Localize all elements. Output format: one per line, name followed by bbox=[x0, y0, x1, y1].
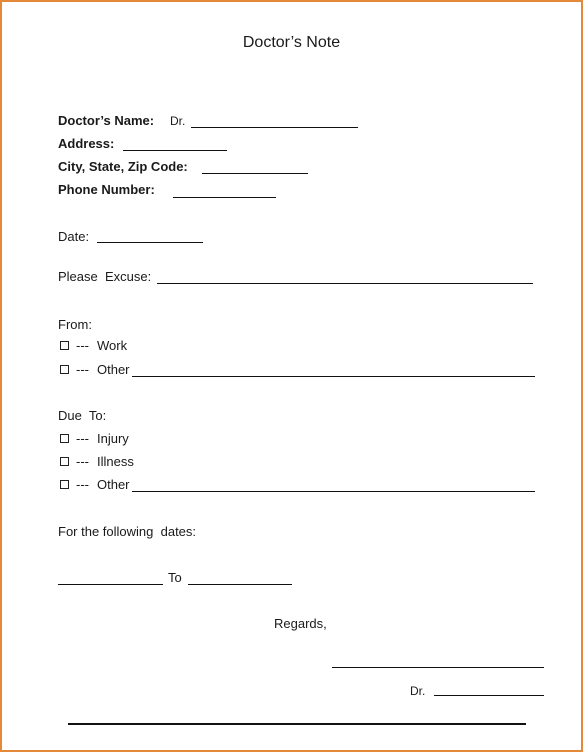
bottom-divider bbox=[68, 723, 526, 725]
city-state-zip-field[interactable] bbox=[202, 173, 308, 174]
end-date-field[interactable] bbox=[188, 584, 292, 585]
from-work-checkbox[interactable] bbox=[60, 341, 69, 350]
address-label: Address: bbox=[58, 136, 115, 151]
phone-number-label: Phone Number: bbox=[58, 182, 155, 197]
to-label: To bbox=[168, 570, 182, 585]
from-other-field[interactable] bbox=[132, 376, 535, 377]
from-other-label: Other bbox=[97, 362, 130, 377]
from-other-checkbox[interactable] bbox=[60, 365, 69, 374]
following-dates-label: For the following dates: bbox=[58, 524, 197, 539]
due-injury-dash: --- bbox=[76, 431, 89, 446]
due-illness-dash: --- bbox=[76, 454, 89, 469]
due-to-label: Due To: bbox=[58, 408, 107, 423]
date-label: Date: bbox=[58, 229, 90, 244]
due-illness-label: Illness bbox=[97, 454, 134, 469]
doctor-name-field[interactable] bbox=[191, 127, 358, 128]
due-injury-label: Injury bbox=[97, 431, 129, 446]
start-date-field[interactable] bbox=[58, 584, 163, 585]
signature-name-field[interactable] bbox=[434, 695, 544, 696]
excuse-field[interactable] bbox=[157, 283, 533, 284]
phone-number-field[interactable] bbox=[173, 197, 276, 198]
from-label: From: bbox=[58, 317, 92, 332]
due-other-dash: --- bbox=[76, 477, 89, 492]
from-work-label: Work bbox=[97, 338, 128, 353]
doctor-name-label: Doctor’s Name: bbox=[58, 113, 155, 128]
due-injury-checkbox[interactable] bbox=[60, 434, 69, 443]
excuse-label: Please Excuse: bbox=[58, 269, 152, 284]
from-work-dash: --- bbox=[76, 338, 89, 353]
doctor-name-prefix: Dr. bbox=[170, 114, 186, 128]
due-other-checkbox[interactable] bbox=[60, 480, 69, 489]
from-other-dash: --- bbox=[76, 362, 89, 377]
address-field[interactable] bbox=[123, 150, 227, 151]
due-illness-checkbox[interactable] bbox=[60, 457, 69, 466]
city-state-zip-label: City, State, Zip Code: bbox=[58, 159, 188, 174]
document-title: Doctor’s Note bbox=[242, 34, 341, 51]
regards-label: Regards, bbox=[274, 616, 327, 631]
signature-dr-prefix: Dr. bbox=[410, 684, 426, 698]
signature-line[interactable] bbox=[332, 667, 544, 668]
due-other-label: Other bbox=[97, 477, 130, 492]
due-other-field[interactable] bbox=[132, 491, 535, 492]
date-field[interactable] bbox=[97, 242, 203, 243]
